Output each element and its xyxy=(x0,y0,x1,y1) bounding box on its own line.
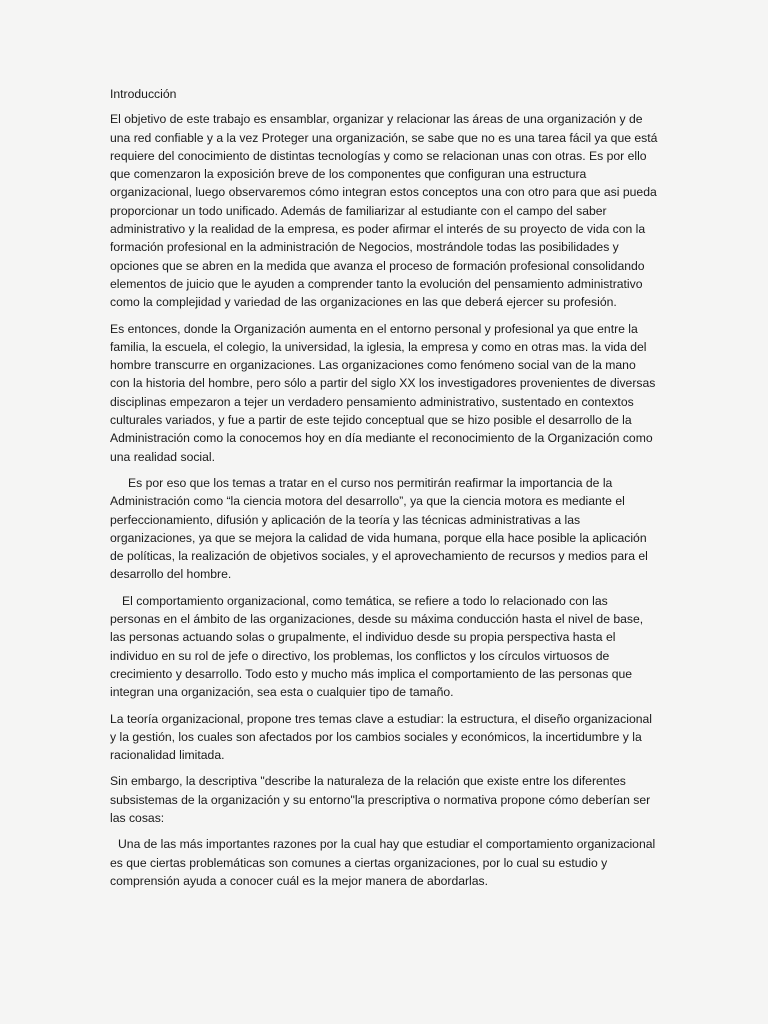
paragraph-4: El comportamiento organizacional, como temática, se refiere a todo lo relacionado con las personas en el ámbito de las organizaciones, desde su máxima conducción hasta el nivel de base, las personas actuando solas o grupalmente, el individuo desde su propia perspectiva hasta el individuo en su rol de jefe o directivo, los problemas, los conflictos y los círculos virtuosos de crecimiento y desarrollo. Todo esto y mucho más implica el comportamiento de las personas que integran una organización, sea esta o cualquier tipo de tamaño. xyxy=(110,593,644,700)
document-body xyxy=(110,85,658,898)
paragraph-7: Una de las más importantes razones por la cual hay que estudiar el comportamiento organizacional es que ciertas problemáticas son comunes a ciertas organizaciones, por lo cual su estudio y comprensión ayuda a conocer cuál es la mejor manera de abordarlas. xyxy=(110,837,656,888)
paragraph-2: Es entonces, donde la Organización aumenta en el entorno personal y profesional ya que entre la familia, la escuela, el colegio, la universidad, la iglesia, la empresa y como en otras mas. la vida del hombre transcurre en organizaciones. Las organizaciones como fenómeno social van de la mano con la historia del hombre, pero sólo a partir del siglo XX los investigadores provenientes de diversas disciplinas empezaron a tejer un verdadero pensamiento administrativo, sustentado en contextos culturales variados, y fue a partir de este tejido conceptual que se hizo posible el desarrollo de la Administración como la conocemos hoy en día mediante el reconocimiento de la Organización como una realidad social. xyxy=(110,321,656,464)
paragraph-1: El objetivo de este trabajo es ensamblar, organizar y relacionar las áreas de una organización y de una red confiable y a la vez Proteger una organización, se sabe que no es una tarea fácil ya que está requiere del conocimiento de distintas tecnologías y como se relacionan unas con otras. Es por ello que comenzaron la exposición breve de los componentes que configuran una estructura organizacional, luego observaremos cómo integran estos conceptos una con otro para que asi pueda proporcionar un todo unificado. Además de familiarizar al estudiante con el campo del saber administrativo y la realidad de la empresa, es poder afirmar el interés de su proyecto de vida con la formación profesional en la administración de Negocios, mostrándole todas las posibilidades y opciones que se abren en la medida que avanza el proceso de formación profesional consolidando elementos de juicio que le ayuden a comprender tanto la evolución del pensamiento administrativo como la complejidad y variedad de las organizaciones en las que deberá ejercer su profesión. xyxy=(110,112,658,310)
paragraph-3: Es por eso que los temas a tratar en el curso nos permitirán reafirmar la importancia de la Administración como “la ciencia motora del desarrollo”, ya que la ciencia motora es mediante el perfeccionamiento, difusión y aplicación de la teoría y las técnicas administrativas a las organizaciones, ya que se mejora la calidad de vida humana, porque ella hace posible la aplicación de políticas, la realización de objetivos sociales, y el aprovechamiento de recursos y medios para el desarrollo del hombre. xyxy=(110,475,648,582)
document-heading: Introducción xyxy=(110,87,177,101)
paragraph-6: Sin embargo, la descriptiva "describe la naturaleza de la relación que existe entre los diferentes subsistemas de la organización y su entorno"la prescriptiva o normativa propone cómo deberían ser las cosas: xyxy=(110,774,651,825)
paragraph-5: La teoría organizacional, propone tres temas clave a estudiar: la estructura, el diseño organizacional y la gestión, los cuales son afectados por los cambios sociales y económicos, la incertidumbre y la racionalidad limitada. xyxy=(110,711,652,763)
